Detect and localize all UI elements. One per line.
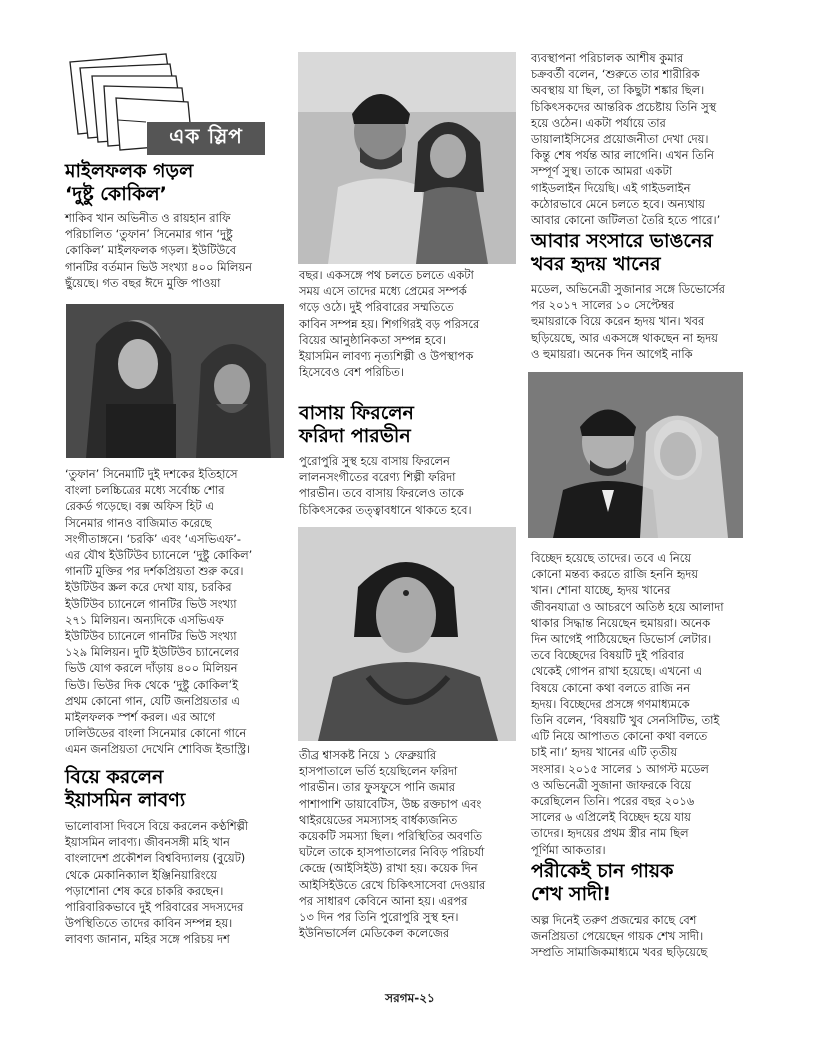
article-farida-body: তীব্র শ্বাসকষ্ট নিয়ে ১ ফেব্রুয়ারি হাসপাতালে ভর্তি হয়েছিলেন ফরিদা পারভীন। তার ফুসফুসে পানি জমার পাশাপাশি ডায়াবেটিস, উচ্চ রক্তচাপ এবং থাইরয়েডের সমস্যাসহ বার্ধক্যজনিত কয়েকটি সমস্যা ছিল। পরিস্থিতির অবণতি ঘটলে তাকে হাসপাতালের নিবিড় পরিচর্যা কেন্দ্রে (আইসিইউ) রাখা হয়। কয়েক দিন আইসিইউতে রেখে চিকিৎসাসেবা দেওয়ার পর সাধারণ কেবিনে আনা হয়। এরপর ১৩ দিন পর তিনি পুরোপুরি সুস্থ হন। ইউনিভার্সেল মেডিকেল কলেজের [299, 748, 486, 941]
article-farida-doctor-quote: ব্যবস্থাপনা পরিচালক আশীষ কুমার চক্রবর্তী বলেন, ‘শুরুতে তার শারীরিক অবস্থায় যা ছিল, তা কিছুটা শঙ্কার ছিল। চিকিৎসকদের আন্তরিক প্রচেষ্টায় তিনি সুস্থ হয়ে ওঠেন। একটা পর্যায়ে তার ডায়ালাইসিসের প্রয়োজনীতা দেখা দেয়। কিন্তু শেষ পর্যন্ত আর লাগেনি। এখন তিনি সম্পূর্ণ সুস্থ। তাকে আমরা একটা গাইডলাইন দিয়েছি। এই গাইডলাইন কঠোরভাবে মেনে চলতে হবে। অন্যথায় আবার কোনো জটিলতা তৈরি হতে পারে।’ [531, 51, 721, 228]
photo-hridoy-humaira [528, 372, 743, 538]
article-farida-intro: পুরোপুরি সুস্থ হয়ে বাসায় ফিরলেন লালনসংগীতের বরেণ্য শিল্পী ফরিদা পারভীন। তবে বাসায় ফিরলেও তাকে চিকিৎসকের তত্ত্বাবধানে থাকতে হবে। [299, 454, 472, 517]
logo-label: এক স্লিপ [147, 122, 265, 155]
page-folio: সরগম-২১ [385, 991, 435, 1005]
article-hridoy-intro: মডেল, অভিনেত্রী সুজানার সঙ্গে ডিভোর্সের পর ২০১৭ সালের ১০ সেপ্টেম্বর হুমায়রাকে বিয়ে করেন হৃদয় খান। খবর ছড়িয়েছে, আর একসঙ্গে থাকছেন না হৃদয় ও হুমায়রা। অনেক দিন আগেই নাকি [531, 282, 725, 361]
headline-hridoy-khan: আবার সংসারে ভাঙনের খবর হৃদয় খানের [531, 230, 713, 275]
article-hridoy-body: বিচ্ছেদ হয়েছে তাদের। তবে এ নিয়ে কোনো মন্তব্য করতে রাজি হননি হৃদয় খান। শোনা যাচ্ছে, হৃদয় খানের জীবনযাত্রা ও আচরণে অতিষ্ঠ হয়ে আলাদা থাকার সিদ্ধান্ত নিয়েছেন হুমায়রা। অনেক দিন আগেই পাঠিয়েছেন ডিভোর্স লেটার। তবে বিচ্ছেদের বিষয়টি দুই পরিবার থেকেই গোপন রাখা হয়েছে। এখনো এ বিষয়ে কোনো কথা বলতে রাজি নন হৃদয়। বিচ্ছেদের প্রসঙ্গে গণমাধ্যমকে তিনি বলেন, ‘বিষয়টি খুব সেনসিটিভ, তাই এটি নিয়ে আপাতত কোনো কথা বলতে চাই না।’ হৃদয় খানের এটি তৃতীয় সংসার। ২০১৫ সালের ১ আগস্ট মডেল ও অভিনেত্রী সুজানা জাফরকে বিয়ে করেছিলেন তিনি। পরের বছর ২০১৬ সালের ৬ এপ্রিলেই বিচ্ছেদ হয়ে যায় তাদের। হৃদয়ের প্রথম স্ত্রীর নাম ছিল পূর্ণিমা আকতার। [531, 551, 724, 857]
article-sheikh-sadi: অল্প দিনেই তরুণ প্রজন্মের কাছে বেশ জনপ্রিয়তা পেয়েছেন গায়ক শেখ সাদী। সম্প্রতি সামাজিকমাধ্যমে খবর ছড়িয়েছে [531, 913, 708, 960]
photo-farida-parvin [298, 527, 516, 741]
article-milestone-body: ‘তুফান’ সিনেমাটি দুই দশকের ইতিহাসে বাংলা চলচ্চিত্রের মধ্যে সর্বোচ্চ শোর রেকর্ড গড়েছে। বক্স অফিস হিট এ সিনেমার গানও বাজিমাত করেছে সংগীতাঙ্গনে। ‘চরকি’ এবং ‘এসভিএফ’- এর যৌথ ইউটিউব চ্যানেলে ‘দুষ্টু কোকিল’ গানটি মুক্তির পর দর্শকপ্রিয়তা শুরু করে। ইউটিউব স্ক্রল করে দেখা যায়, চরকির ইউটিউব চ্যানেলে গানটির ভিউ সংখ্যা ২৭১ মিলিয়ন। অন্যদিকে এসভিএফ ইউটিউব চ্যানেলে গানটির ভিউ সংখ্যা ১২৯ মিলিয়ন। দুটি ইউটিউব চ্যানেলের ভিউ যোগ করলে দাঁড়ায় ৪০০ মিলিয়ন ভিউ। ভিউর দিক থেকে ‘দুষ্টু কোকিল’ই প্রথম কোনো গান, যেটি জনপ্রিয়তার এ মাইলফলক স্পর্শ করল। এর আগে ঢালিউডের বাংলা সিনেমার কোনো গানে এমন জনপ্রিয়তা দেখেনি শোবিজ ইন্ডাস্ট্রি। [65, 467, 253, 757]
photo-tufan-couple [66, 304, 284, 458]
headline-farida-home: বাসায় ফিরলেন ফরিদা পারভীন [299, 402, 414, 447]
article-yasmin-continued: বছর। একসঙ্গে পথ চলতে চলতে একটা সময় এসে তাদের মধ্যে প্রেমের সম্পর্ক গড়ে ওঠে। দুই পরিবারের সম্মতিতে কাবিন সম্পন্ন হয়। শিগগিরই বড় পরিসরে বিয়ের আনুষ্ঠানিকতা সম্পন্ন হবে। ইয়াসমিন লাবণ্য নৃত্যশিল্পী ও উপস্থাপক হিসেবেও বেশ পরিচিত। [299, 268, 480, 380]
headline-milestone: মাইলফলক গড়ল ‘দুষ্টু কোকিল’ [65, 160, 194, 205]
headline-yasmin-wedding: বিয়ে করলেন ইয়াসমিন লাবণ্য [65, 766, 186, 811]
article-milestone-intro: শাকিব খান অভিনীত ও রায়হান রাফি পরিচালিত ‘তুফান’ সিনেমার গান ‘দুষ্টু কোকিল’ মাইলফলক গড়ল। ইউটিউবে গানটির বর্তমান ভিউ সংখ্যা ৪০০ মিলিয়ন ছুঁয়েছে। গত বছর ঈদে মুক্তি পাওয়া [65, 211, 252, 290]
article-yasmin-wedding: ভালোবাসা দিবসে বিয়ে করলেন কণ্ঠশিল্পী ইয়াসমিন লাবণ্য। জীবনসঙ্গী মহি খান বাংলাদেশ প্রকৌশল বিশ্ববিদ্যালয় (বুয়েট) থেকে মেকানিক্যাল ইঞ্জিনিয়ারিংয়ে পড়াশোনা শেষ করে চাকরি করছেন। পারিবারিকভাবে দুই পরিবারের সদস্যদের উপস্থিতিতে তাদের কাবিন সম্পন্ন হয়। লাবণ্য জানান, মহির সঙ্গে পরিচয় দশ [65, 819, 249, 947]
headline-sheikh-sadi: পরীকেই চান গায়ক শেখ সাদী! [531, 860, 674, 905]
photo-yasmin-couple [298, 52, 516, 264]
